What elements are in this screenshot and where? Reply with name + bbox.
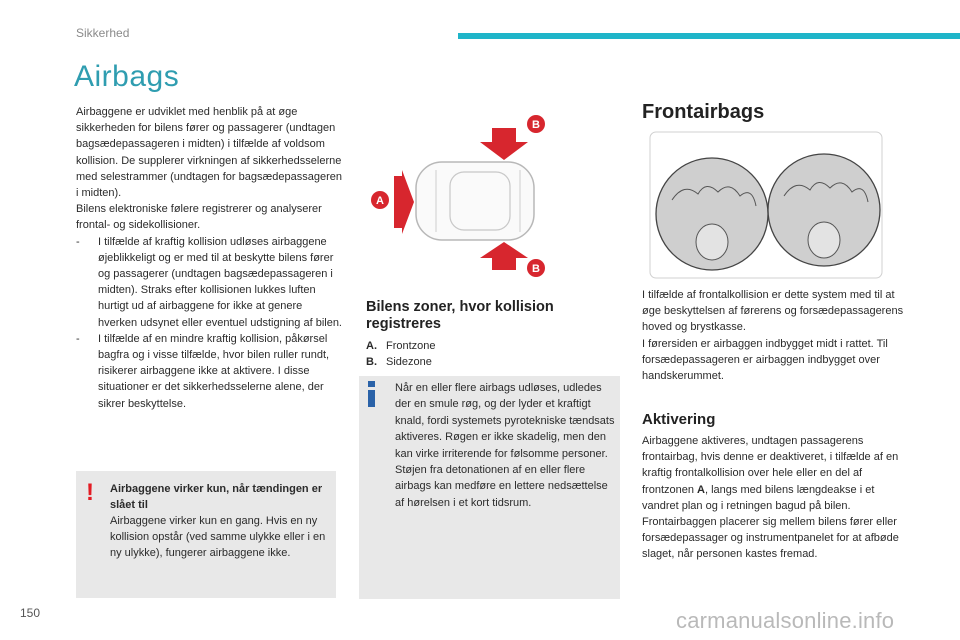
info-icon	[368, 381, 375, 407]
zone-key: B.	[366, 356, 377, 368]
aktivering-paragraph-2: Frontairbaggen placerer sig mellem bilens fører eller forsædepassager og instrumentpanelet for at afbøde slaget, når personen kastes fremad.	[642, 516, 899, 561]
zone-label: Sidezone	[386, 356, 432, 368]
front-airbags-illustration	[648, 130, 884, 280]
bullet-text: I tilfælde af en mindre kraftig kollision, påkørsel bagfra og i visse tilfælde, hvor bilen ruller rundt, risikerer airbaggene ikke at aktivere. I disse situationer er det sikkerhedsselerne alene, der sikrer beskyttelse.	[98, 332, 330, 410]
zone-a-front-arrow-shaft	[394, 176, 402, 228]
page-number: 150	[20, 606, 41, 620]
zone-key: A.	[366, 340, 377, 352]
aktivering-text-part: Airbaggene aktiveres, undtagen passagerens frontairbag, hvis denne er deaktiveret, i tilfælde af en kraftig frontalkollision over hele eller en del af frontzonen	[642, 435, 899, 496]
intro-bullet	[76, 331, 344, 412]
frontzone-key: A	[697, 483, 705, 496]
zone-b-top-label: B	[532, 119, 540, 131]
intro-bullet	[76, 234, 344, 331]
passenger-head	[808, 222, 840, 258]
collision-zones-illustration	[366, 110, 590, 290]
watermark: carmanualsonline.info	[676, 608, 895, 633]
frontairbags-paragraph-2: I førersiden er airbaggen indbygget midt i rattet. Til forsædepassageren er airbaggen indbygget over handskerummet.	[642, 337, 888, 383]
warning-icon: !	[86, 479, 94, 506]
zone-item	[366, 354, 436, 370]
warning-text	[110, 481, 326, 561]
zone-label: Frontzone	[386, 340, 436, 352]
intro-paragraph-2: Bilens elektroniske følere registrerer og analyserer frontal- og sidekollisioner.	[76, 203, 322, 232]
header-accent-bar	[458, 33, 960, 39]
frontairbags-paragraph-1: I tilfælde af frontalkollision er dette system med til at øge beskyttelsen af førerens og forsædepassagerens hoved og brystkasse.	[642, 289, 904, 334]
bullet-marker: -	[76, 235, 80, 248]
section-label: Sikkerhed	[76, 26, 130, 40]
aktivering-text	[642, 433, 910, 563]
frontairbags-text	[642, 287, 910, 384]
page-title: Airbags	[74, 60, 180, 93]
zone-a-front-arrow-head	[402, 170, 414, 234]
intro-paragraph-1: Airbaggene er udviklet med henblik på at øge sikkerheden for bilens fører og passagerer (undtagen bagsædepassageren i midten) i tilfælde af voldsom kollision. De supplerer virkningen af sikkerhedsselerne med selestrammer (undtagen for bagsædepassageren i midten).	[76, 106, 342, 200]
bullet-text: I tilfælde af kraftig kollision udløses airbaggene øjeblikkeligt og er med til at beskytte bilens fører og passagerer (undtagen bagsædepassageren i midten). Straks efter kollisionen lukkes luften hurtigt ud af airbaggene for ikke at genere hverken udsynet eller eventuel udstigning af bilen.	[98, 235, 342, 329]
zone-b-top-arrow	[480, 128, 528, 160]
zones-heading: Bilens zoner, hvor kollision registreres	[366, 299, 554, 332]
zone-b-bottom-label: B	[532, 263, 540, 275]
frontairbags-heading: Frontairbags	[642, 101, 765, 123]
aktivering-paragraph-1	[642, 433, 910, 514]
zones-list	[366, 338, 436, 370]
driver-head	[696, 224, 728, 260]
aktivering-heading: Aktivering	[642, 411, 716, 428]
car-roof-outline	[416, 162, 534, 240]
zone-b-bottom-arrow	[480, 242, 528, 270]
zone-item	[366, 338, 436, 354]
aktivering-text-part: , langs med bilens længdeakse i et vandret plan og i retningen bagud på bilen.	[642, 483, 875, 512]
zone-a-label: A	[376, 195, 384, 207]
bullet-marker: -	[76, 332, 80, 345]
info-text: Når en eller flere airbags udløses, udledes der en smule røg, og der lyder et kraftigt knald, fordi systemets pyrotekniske tændsats aktiveres. Røgen er ikke skadelig, men den kan virke irriterende for følsomme personer. Støjen fra detonationen af en eller flere airbags kan medføre en lettere nedsættelse af hørelsen i et kort tidsrum.	[395, 382, 615, 509]
warning-title: Airbaggene virker kun, når tændingen er slået til	[110, 483, 323, 511]
intro-text	[76, 104, 344, 412]
warning-body: Airbaggene virker kun en gang. Hvis en ny kollision opstår (ved samme ulykke eller i en ny ulykke), fungerer airbaggene ikke.	[110, 515, 326, 559]
